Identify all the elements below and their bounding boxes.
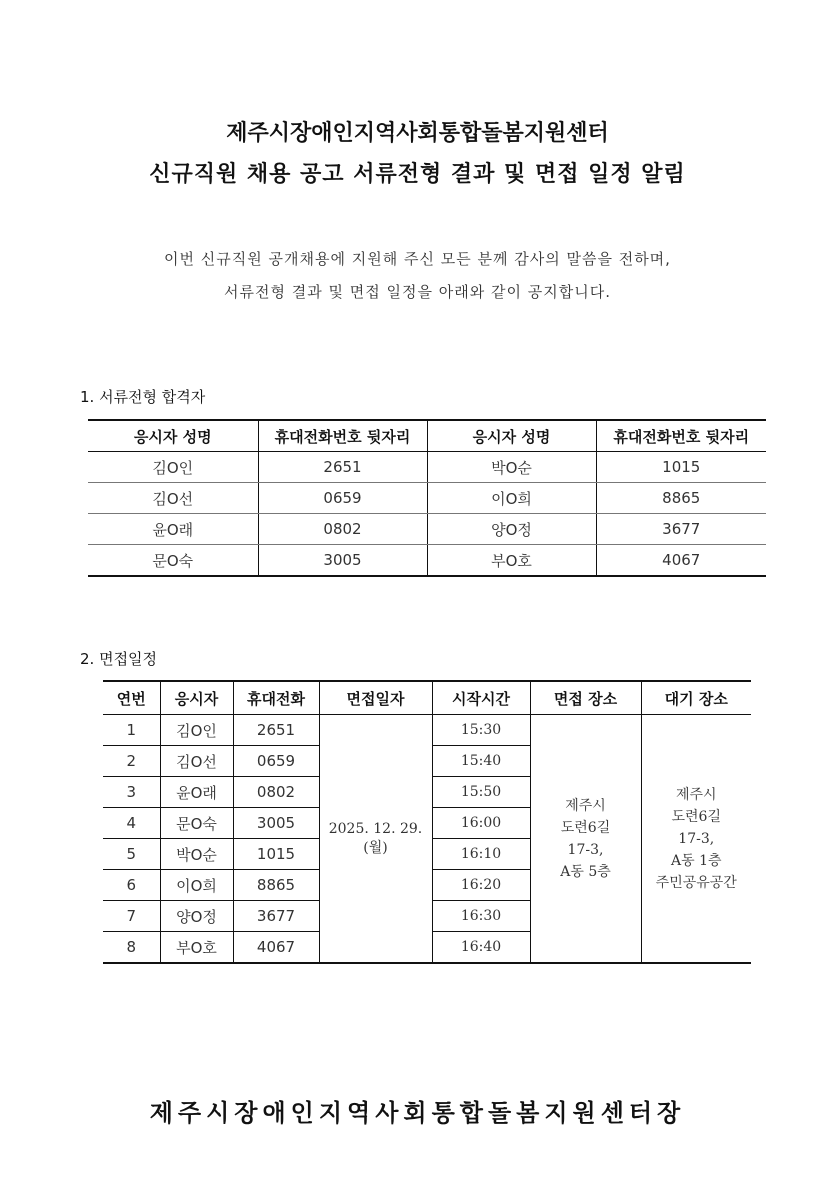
phone-digits-cell: 3677: [596, 514, 766, 545]
row-number-cell: 1: [103, 715, 160, 746]
table-header-row: [88, 420, 766, 452]
section1-heading: 1. 서류전형 합격자: [80, 388, 206, 406]
applicant-name-cell: 이O희: [427, 483, 596, 514]
column-header: 응시자 성명: [427, 420, 596, 452]
column-header: 응시자 성명: [88, 420, 258, 452]
document-title: 제주시장애인지역사회통합돌봄지원센터: [226, 121, 609, 146]
interview-date-cell: 2025. 12. 29.(월): [319, 715, 432, 964]
applicant-name-cell: 김O인: [88, 452, 258, 483]
waiting-place-line: 도련6길: [671, 808, 721, 825]
interview-schedule-table: [103, 680, 751, 964]
phone-digits-cell: 3005: [258, 545, 427, 577]
interview-place-line: 제주시: [565, 797, 606, 814]
interview-place-line: 도련6길: [560, 819, 611, 836]
phone-digits-cell: 8865: [596, 483, 766, 514]
column-header: 면접일자: [319, 681, 432, 715]
phone-digits-cell: 0802: [233, 777, 319, 808]
applicant-name-cell: 양O정: [160, 901, 233, 932]
row-number-cell: 7: [103, 901, 160, 932]
applicant-name-cell: 부O호: [427, 545, 596, 577]
interview-place-line: A동 5층: [560, 863, 611, 880]
section2-heading: 2. 면접일정: [80, 650, 158, 668]
document-pass-table: [88, 419, 766, 577]
phone-digits-cell: 3005: [233, 808, 319, 839]
phone-digits-cell: 1015: [233, 839, 319, 870]
phone-digits-cell: 4067: [233, 932, 319, 964]
start-time-cell: 16:00: [432, 808, 530, 839]
column-header: 응시자: [160, 681, 233, 715]
column-header: 시작시간: [432, 681, 530, 715]
phone-digits-cell: 0659: [258, 483, 427, 514]
intro-line-2: 서류전형 결과 및 면접 일정을 아래와 같이 공지합니다.: [224, 283, 611, 301]
table-header-row: [103, 681, 751, 715]
row-number-cell: 6: [103, 870, 160, 901]
waiting-place-cell: [641, 715, 751, 964]
applicant-name-cell: 양O정: [427, 514, 596, 545]
start-time-cell: 15:50: [432, 777, 530, 808]
applicant-name-cell: 김O선: [160, 746, 233, 777]
row-number-cell: 2: [103, 746, 160, 777]
table-row: [88, 483, 766, 514]
interview-place-line: 17-3,: [567, 841, 604, 858]
column-header: 연번: [103, 681, 160, 715]
start-time-cell: 16:10: [432, 839, 530, 870]
column-header: 휴대전화번호 뒷자리: [258, 420, 427, 452]
start-time-cell: 16:30: [432, 901, 530, 932]
start-time-cell: 16:40: [432, 932, 530, 964]
applicant-name-cell: 문O숙: [88, 545, 258, 577]
phone-digits-cell: 0659: [233, 746, 319, 777]
phone-digits-cell: 3677: [233, 901, 319, 932]
applicant-name-cell: 부O호: [160, 932, 233, 964]
start-time-cell: 16:20: [432, 870, 530, 901]
applicant-name-cell: 윤O래: [160, 777, 233, 808]
phone-digits-cell: 4067: [596, 545, 766, 577]
intro-line-1: 이번 신규직원 공개채용에 지원해 주신 모든 분께 감사의 말씀을 전하며,: [164, 250, 671, 268]
waiting-place-line: 주민공유공간: [655, 874, 737, 891]
applicant-name-cell: 윤O래: [88, 514, 258, 545]
waiting-place-line: 제주시: [675, 786, 717, 803]
waiting-place-line: A동 1층: [670, 852, 722, 869]
waiting-place-line: 17-3,: [678, 830, 715, 847]
row-number-cell: 3: [103, 777, 160, 808]
document-subtitle: 신규직원 채용 공고 서류전형 결과 및 면접 일정 알림: [149, 162, 686, 187]
applicant-name-cell: 박O순: [427, 452, 596, 483]
column-header: 휴대전화번호 뒷자리: [596, 420, 766, 452]
phone-digits-cell: 8865: [233, 870, 319, 901]
start-time-cell: 15:40: [432, 746, 530, 777]
applicant-name-cell: 김O인: [160, 715, 233, 746]
applicant-name-cell: 이O희: [160, 870, 233, 901]
table-row: [103, 715, 751, 746]
row-number-cell: 5: [103, 839, 160, 870]
column-header: 면접 장소: [530, 681, 641, 715]
column-header: 휴대전화: [233, 681, 319, 715]
start-time-cell: 15:30: [432, 715, 530, 746]
issuer-signature: 제주시장애인지역사회통합돌봄지원센터장: [149, 1099, 686, 1127]
applicant-name-cell: 문O숙: [160, 808, 233, 839]
phone-digits-cell: 2651: [258, 452, 427, 483]
row-number-cell: 4: [103, 808, 160, 839]
applicant-name-cell: 박O순: [160, 839, 233, 870]
table-row: [88, 514, 766, 545]
column-header: 대기 장소: [641, 681, 751, 715]
row-number-cell: 8: [103, 932, 160, 964]
interview-place-cell: [530, 715, 641, 964]
phone-digits-cell: 1015: [596, 452, 766, 483]
phone-digits-cell: 2651: [233, 715, 319, 746]
phone-digits-cell: 0802: [258, 514, 427, 545]
table-row: [88, 452, 766, 483]
applicant-name-cell: 김O선: [88, 483, 258, 514]
table-row: [88, 545, 766, 577]
